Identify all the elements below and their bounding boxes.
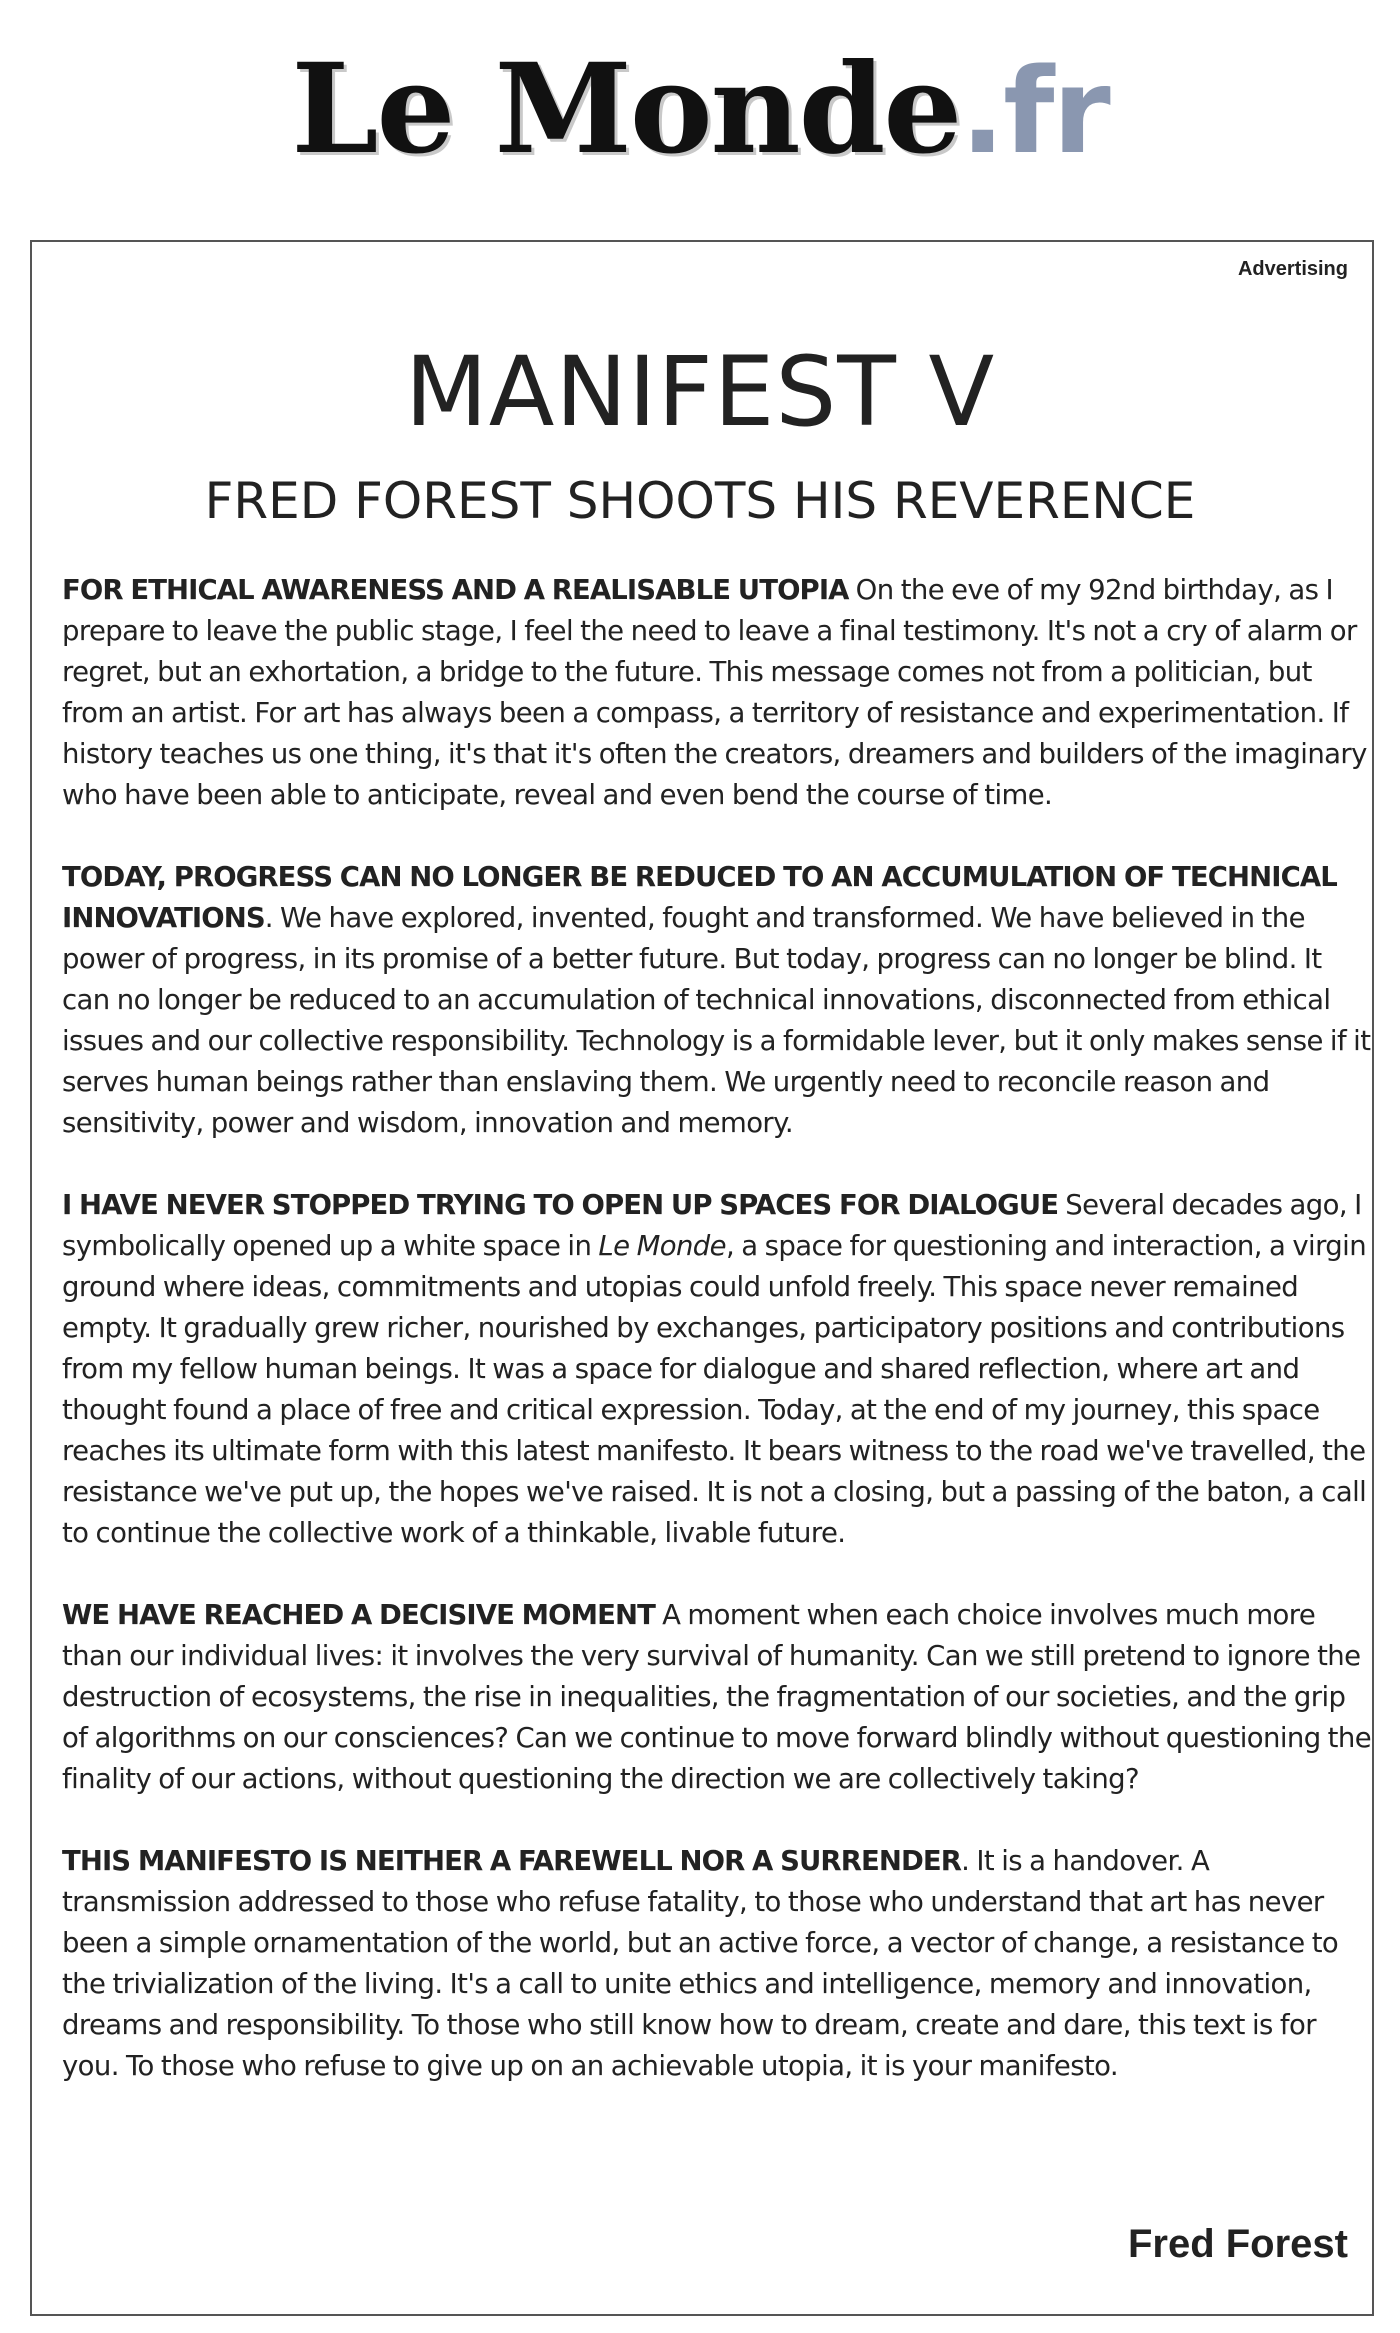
paragraph-text: A moment when each choice involves much more than our individual lives: it involves the very survival of humanity. Can we still pretend to ignore the destruction of ecosystems, the rise in inequalities, the fragmentation of our societies, and the grip of algorithms on our consciences? Can we continue to move forward blindly without questioning the finality of our actions, without questioning the direction we are collectively taking?	[62, 1599, 1372, 1795]
logo-wordmark: Le Monde	[291, 37, 961, 182]
paragraph-dialogue	[62, 1185, 1374, 1554]
paragraph-handover	[62, 1841, 1374, 2087]
newspaper-name-italic: Le Monde	[598, 1230, 726, 1262]
paragraph-lead: WE HAVE REACHED A DECISIVE MOMENT	[62, 1599, 655, 1631]
paragraph-text: . It is a handover. A transmission addressed to those who refuse fatality, to those who understand that art has never been a simple ornamentation of the world, but an active force, a vector of change, a resistance to the trivialization of the living. It's a call to unite ethics and intelligence, memory and innovation, dreams and responsibility. To those who still know how to dream, create and dare, this text is for you. To those who refuse to give up on an achievable utopia, it is your manifesto.	[62, 1845, 1339, 2082]
manifest-title: MANIFEST V	[404, 336, 996, 448]
le-monde-logo[interactable]	[0, 37, 1400, 182]
paragraph-decisive-moment	[62, 1595, 1374, 1800]
paragraph-text: , a space for questioning and interaction, a virgin ground where ideas, commitments and utopias could unfold freely. This space never remained empty. It gradually grew richer, nourished by exchanges, participatory positions and contributions from my fellow human beings. It was a space for dialogue and shared reflection, where art and thought found a place of free and critical expression. Today, at the end of my journey, this space reaches its ultimate form with this latest manifesto. It bears witness to the road we've travelled, the resistance we've put up, the hopes we've raised. It is not a closing, but a passing of the baton, a call to continue the collective work of a thinkable, livable future.	[62, 1230, 1367, 1549]
logo-domain-suffix: .fr	[960, 42, 1109, 180]
paragraph-progress	[62, 857, 1374, 1144]
manifest-body	[62, 570, 1374, 2128]
advertising-label: Advertising	[1237, 258, 1348, 280]
paragraph-lead: TODAY, PROGRESS CAN NO LONGER BE REDUCED TO AN ACCUMULATION OF TECHNICAL INNOVATIONS	[62, 861, 1337, 934]
manifest-subtitle: FRED FOREST SHOOTS HIS REVERENCE	[204, 472, 1196, 530]
paragraph-text: . We have explored, invented, fought and transformed. We have believed in the power of progress, in its promise of a better future. But today, progress can no longer be blind. It can no longer be reduced to an accumulation of technical innovations, disconnected from ethical issues and our collective responsibility. Technology is a formidable lever, but it only makes sense if it serves human beings rather than enslaving them. We urgently need to reconcile reason and sensitivity, power and wisdom, innovation and memory.	[62, 902, 1371, 1139]
paragraph-ethical-awareness	[62, 570, 1374, 816]
paragraph-text: On the eve of my 92nd birthday, as I prepare to leave the public stage, I feel the need to leave a final testimony. It's not a cry of alarm or regret, but an exhortation, a bridge to the future. This message comes not from a politician, but from an artist. For art has always been a compass, a territory of resistance and experimentation. If history teaches us one thing, it's that it's often the creators, dreamers and builders of the imaginary who have been able to anticipate, reveal and even bend the course of time.	[62, 574, 1367, 811]
paragraph-lead: I HAVE NEVER STOPPED TRYING TO OPEN UP SPACES FOR DIALOGUE	[62, 1189, 1059, 1221]
paragraph-lead: THIS MANIFESTO IS NEITHER A FAREWELL NOR A SURRENDER	[62, 1845, 962, 1877]
paragraph-text-before: Several decades ago, I symbolically opened up a white space in	[62, 1189, 1362, 1262]
author-signature: Fred Forest	[1127, 2222, 1348, 2266]
paragraph-lead: FOR ETHICAL AWARENESS AND A REALISABLE UTOPIA	[62, 574, 849, 606]
